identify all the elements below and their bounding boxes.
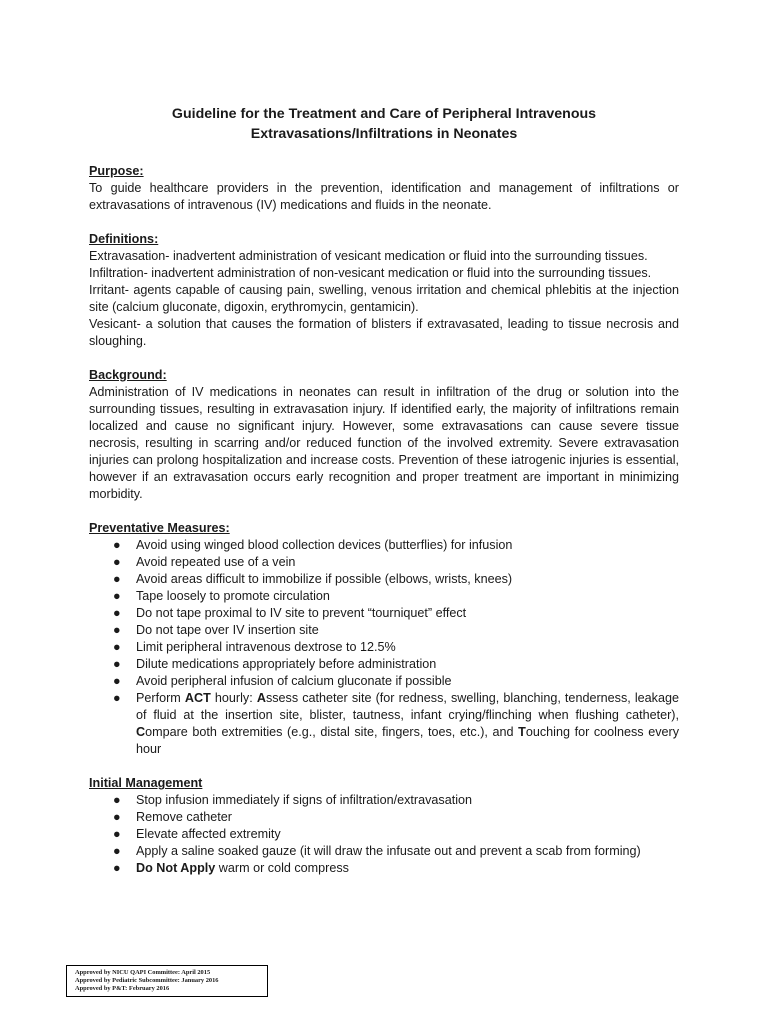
preventative-section	[89, 520, 679, 758]
list-item: ● Elevate affected extremity	[113, 827, 281, 841]
definition-extravasation: Extravasation- inadvertent administration of vesicant medication or fluid into the surrounding tissues.	[89, 249, 648, 263]
purpose-text: To guide healthcare providers in the prevention, identification and management of infiltrations or extravasations of intravenous (IV) medications and fluids in the neonate.	[89, 181, 679, 212]
preventative-heading: Preventative Measures:	[89, 521, 230, 535]
list-item: ● Avoid peripheral infusion of calcium gluconate if possible	[113, 674, 452, 688]
list-item: ● Dilute medications appropriately before administration	[113, 657, 437, 671]
approval-box	[66, 965, 268, 997]
definition-infiltration: Infiltration- inadvertent administration of non-vesicant medication or fluid into the surrounding tissues.	[89, 266, 652, 280]
background-heading: Background:	[89, 368, 167, 382]
purpose-heading: Purpose:	[89, 164, 144, 178]
definition-irritant: Irritant- agents capable of causing pain, swelling, venous irritation and chemical phlebitis at the injection site (calcium gluconate, digoxin, erythromycin, gentamicin).	[89, 283, 679, 314]
definition-vesicant: Vesicant- a solution that causes the formation of blisters if extravasated, leading to tissue necrosis and sloughing.	[89, 317, 679, 348]
bullet-icon: ●	[113, 555, 121, 569]
list-item: ● Remove catheter	[113, 810, 232, 824]
approval-line-pediatric: Approved by Pediatric Subcommittee: January 2016	[75, 977, 219, 984]
list-item-act: ● Perform ACT hourly: Assess catheter site (for redness, swelling, blanching, tenderness, leakage of fluid at the insertion site, blister, tautness, infant crying/flinching when flushing catheter), Compare both extremities (e.g., distal site, fingers, toes, etc.), and Touching for coolness every hour	[113, 691, 679, 756]
approval-line-pt: Approved by P&T: February 2016	[75, 985, 170, 992]
list-item-do-not-apply: ● Do Not Apply warm or cold compress	[113, 861, 349, 875]
bullet-icon: ●	[113, 793, 121, 807]
document-page	[89, 104, 679, 877]
approval-line-nicu: Approved by NICU QAPI Committee: April 2015	[75, 969, 211, 976]
definitions-section	[89, 231, 679, 350]
bullet-icon: ●	[113, 538, 121, 552]
initial-management-section	[89, 775, 679, 877]
initial-management-list	[89, 792, 679, 877]
bullet-icon: ●	[113, 861, 121, 875]
list-item: ● Do not tape proximal to IV site to prevent “tourniquet” effect	[113, 606, 467, 620]
bullet-icon: ●	[113, 827, 121, 841]
list-item: ● Apply a saline soaked gauze (it will draw the infusate out and prevent a scab from forming)	[113, 844, 641, 858]
bullet-icon: ●	[113, 572, 121, 586]
preventative-list	[89, 537, 679, 758]
background-section	[89, 367, 679, 503]
bullet-icon: ●	[113, 640, 121, 654]
list-item: ● Avoid areas difficult to immobilize if possible (elbows, wrists, knees)	[113, 572, 513, 586]
bullet-icon: ●	[113, 674, 121, 688]
bullet-icon: ●	[113, 844, 121, 858]
list-item: ● Avoid repeated use of a vein	[113, 555, 296, 569]
bullet-icon: ●	[113, 606, 121, 620]
initial-management-heading: Initial Management	[89, 776, 203, 790]
background-text: Administration of IV medications in neonates can result in infiltration of the drug or solution into the surrounding tissues, resulting in extravasation injury. If identified early, the majority of infiltrations remain localized and cause no significant injury. However, some extravasations can cause severe tissue necrosis, resulting in scarring and/or reduced function of the involved extremity. Severe extravasation injuries can prolong hospitalization and increase costs. Prevention of these iatrogenic injuries is essential, however if an extravasation occurs early recognition and proper treatment are important in minimizing morbidity.	[89, 385, 679, 501]
definitions-heading: Definitions:	[89, 232, 159, 246]
list-item: ● Avoid using winged blood collection devices (butterflies) for infusion	[113, 538, 513, 552]
list-item: ● Tape loosely to promote circulation	[113, 589, 330, 603]
bullet-icon: ●	[113, 589, 121, 603]
purpose-section	[89, 163, 679, 214]
bullet-icon: ●	[113, 810, 121, 824]
bullet-icon: ●	[113, 691, 121, 705]
document-title	[89, 104, 679, 144]
bullet-icon: ●	[113, 657, 121, 671]
list-item: ● Limit peripheral intravenous dextrose to 12.5%	[113, 640, 396, 654]
title-line-1: Guideline for the Treatment and Care of Peripheral Intravenous	[171, 106, 597, 122]
list-item: ● Stop infusion immediately if signs of infiltration/extravasation	[113, 793, 472, 807]
title-line-2: Extravasations/Infiltrations in Neonates	[250, 126, 518, 142]
bullet-icon: ●	[113, 623, 121, 637]
list-item: ● Do not tape over IV insertion site	[113, 623, 319, 637]
